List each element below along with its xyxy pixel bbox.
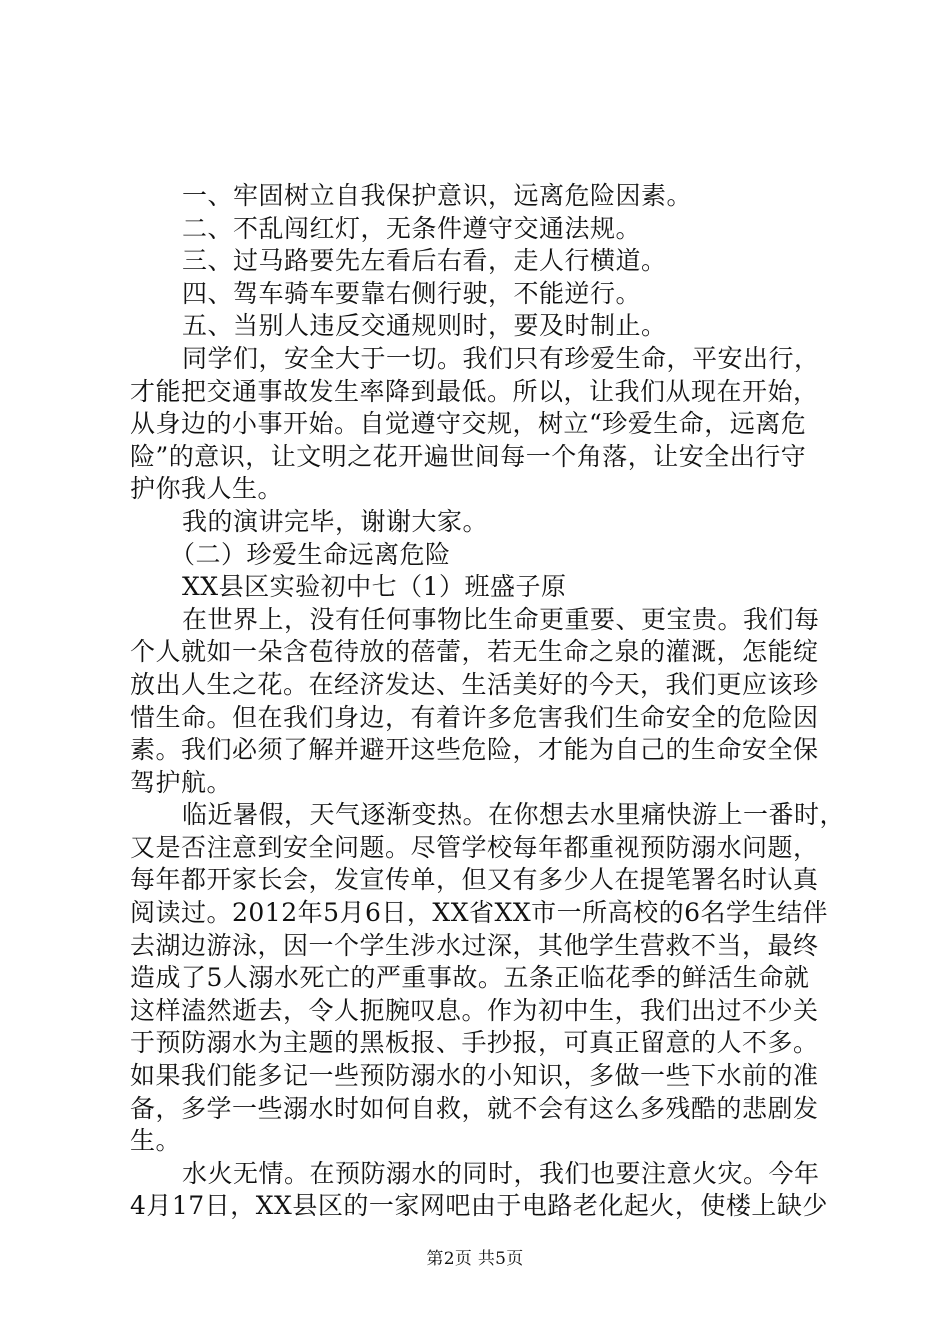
body-text-line: 才能把交通事故发生率降到最低。所以，让我们从现在开始， (130, 376, 819, 406)
body-text-line: 个人就如一朵含苞待放的蓓蕾，若无生命之泉的灌溉，怎能绽 (130, 637, 819, 667)
body-text-line: （二）珍爱生命远离危险 (170, 539, 451, 569)
body-text-line: 每年都开家长会，发宣传单，但又有多少人在提笔署名时认真 (130, 865, 819, 895)
body-text-line: 如果我们能多记一些预防溺水的小知识，多做一些下水前的准 (130, 1061, 819, 1091)
body-text-line: 水火无情。在预防溺水的同时，我们也要注意火灾。今年 (182, 1158, 820, 1188)
body-text-line: 险”的意识，让文明之花开遍世间每一个角落，让安全出行守 (130, 441, 807, 471)
body-text-line: 这样溘然逝去，令人扼腕叹息。作为初中生，我们出过不少关 (130, 995, 819, 1025)
body-text-line: XX县区实验初中七（1）班盛子原 (182, 572, 567, 602)
body-text-line: 三、过马路要先左看后右看，走人行横道。 (182, 246, 667, 276)
body-text-line: 生。 (130, 1126, 182, 1156)
body-text-line: 二、不乱闯红灯，无条件遵守交通法规。 (182, 213, 642, 243)
body-text-line: 去湖边游泳，因一个学生涉水过深，其他学生营救不当，最终 (130, 930, 819, 960)
page-footer: 第2页 共5页 (426, 1249, 524, 1269)
body-text-line: 护你我人生。 (130, 474, 284, 504)
body-text-line: 五、当别人违反交通规则时，要及时制止。 (182, 311, 667, 341)
document-body (130, 180, 850, 1223)
body-text-line: 于预防溺水为主题的黑板报、手抄报，可真正留意的人不多。 (130, 1028, 819, 1058)
body-text-line: 同学们，安全大于一切。我们只有珍爱生命，平安出行， (182, 343, 820, 373)
body-text-line: 阅读过。2012年5月6日，XX省XX市一所高校的6名学生结伴 (130, 898, 829, 928)
body-text-line: 又是否注意到安全问题。尽管学校每年都重视预防溺水问题， (130, 832, 819, 862)
body-text-line: 造成了5人溺水死亡的严重事故。五条正临花季的鲜活生命就 (130, 963, 810, 993)
body-text-line: 临近暑假，天气逐渐变热。在你想去水里痛快游上一番时， (182, 800, 846, 830)
body-text-line: 4月17日，XX县区的一家网吧由于电路老化起火，使楼上缺少 (130, 1191, 828, 1221)
body-text-line: 放出人生之花。在经济发达、生活美好的今天，我们更应该珍 (130, 669, 819, 699)
body-text-line: 我的演讲完毕，谢谢大家。 (182, 506, 489, 536)
body-text-line: 驾护航。 (130, 767, 233, 797)
body-text-line: 备，多学一些溺水时如何自救，就不会有这么多残酷的悲剧发 (130, 1093, 819, 1123)
body-text-line: 四、驾车骑车要靠右侧行驶，不能逆行。 (182, 278, 642, 308)
body-text-line: 惜生命。但在我们身边，有着许多危害我们生命安全的危险因 (130, 702, 819, 732)
body-text-line: 从身边的小事开始。自觉遵守交规，树立“珍爱生命，远离危 (130, 409, 807, 439)
body-text-line: 一、牢固树立自我保护意识，远离危险因素。 (182, 181, 693, 210)
body-text-line: 在世界上，没有任何事物比生命更重要、更宝贵。我们每 (182, 604, 820, 634)
body-text-line: 素。我们必须了解并避开这些危险，才能为自己的生命安全保 (130, 735, 819, 765)
